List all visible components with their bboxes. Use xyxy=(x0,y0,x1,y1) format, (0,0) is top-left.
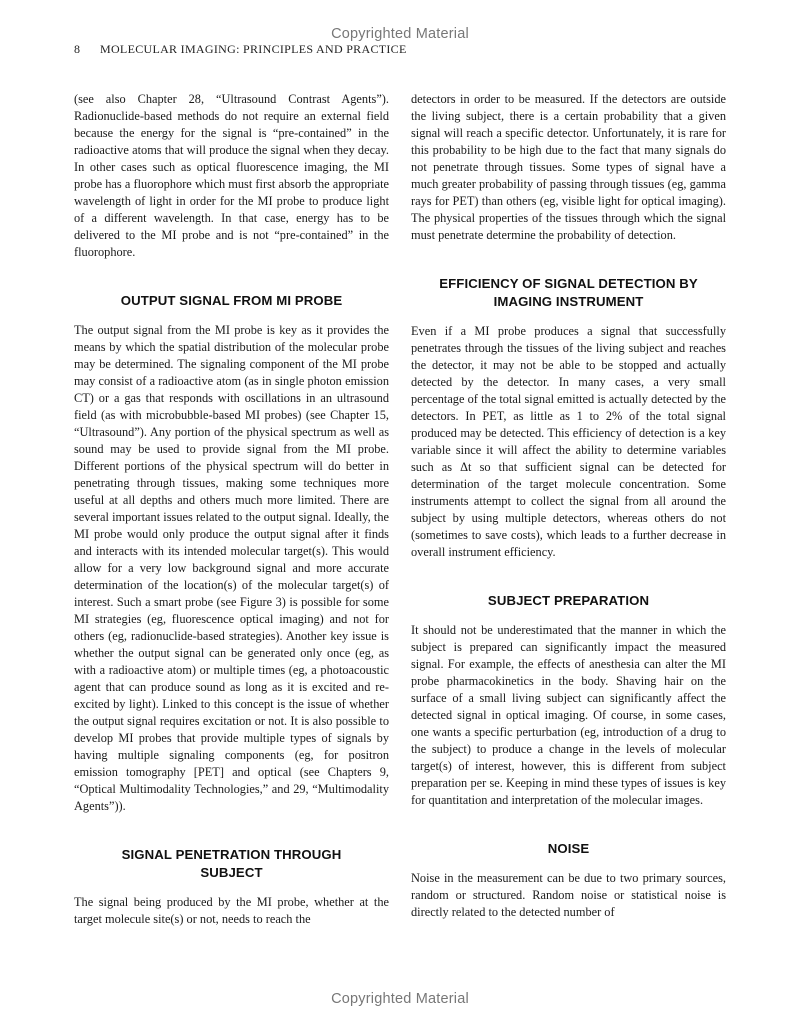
copyright-watermark-top: Copyrighted Material xyxy=(331,26,469,42)
section-heading-output-signal: OUTPUT SIGNAL FROM MI PROBE xyxy=(120,293,343,308)
section-heading-noise: NOISE xyxy=(547,841,590,856)
running-head xyxy=(74,42,407,57)
intro-paragraph: (see also Chapter 28, “Ultrasound Contrast Agents”). Radionuclide-based methods do not require an external field because the energy for the signal is “pre-contained” in the radioactive atoms that will produce the signal when they decay. In other cases such as optical fluorescence imaging, the MI probe has a fluorophore which must first absorb the appropriate wavelength of light in order for the MI probe to produce light of a different wavelength. In that case, energy has to be delivered to the MI probe and is not “pre-contained” in the fluorophore. xyxy=(74,92,389,259)
signal-penetration-paragraph: The signal being produced by the MI probe, whether at the target molecule site(s) or not, needs to reach the xyxy=(74,895,389,926)
section-heading-signal-penetration xyxy=(74,846,389,882)
book-title: MOLECULAR IMAGING: PRINCIPLES AND PRACTICE xyxy=(100,42,407,56)
right-column xyxy=(411,91,726,921)
heading-line-2: IMAGING INSTRUMENT xyxy=(493,294,644,309)
section-heading-detection-efficiency xyxy=(411,275,726,311)
subject-preparation-paragraph: It should not be underestimated that the manner in which the subject is prepared can significantly impact the measured signal. For example, the effects of anesthesia can alter the MI probe pharmacokinetics in the body. Shaving hair on the surface of a small living subject can significantly affect the detected signal in optical imaging. Of course, in some cases, one wants a specific perturbation (eg, introduction of a drug to the subject) to produce a change in the levels of molecular target(s) of interest, however, this is different from subject preparation per se. Keeping in mind these types of issues is key for quantitation and interpretation of the molecular images. xyxy=(411,623,726,807)
output-signal-paragraph: The output signal from the MI probe is key as it provides the means by which the spatial distribution of the molecular probe may be determined. The signaling component of the MI probe may consist of a radioactive atom (as in single photon emission CT) or a gas that responds with oscillations in an ultrasound field (as with microbubble-based MI probes) (see Chapter 15, “Ultrasound”). Any portion of the physical spectrum as well as sound may be used to provide signal from the MI probe. Different portions of the physical spectrum will do better in penetrating through tissues, making some techniques more useful at all depths and others much more limited. There are several important issues related to the output signal. Ideally, the MI probe would only produce the output signal after it finds and interacts with its intended molecular target(s). This would allow for a very low background signal and more accurate determination of the location(s) of the molecular target(s) of interest. Such a smart probe (see Figure 3) is possible for some MI strategies (eg, fluorescence optical imaging) and not for others (eg, radionuclide-based strategies). Another key issue is whether the output signal can be generated only once (eg, as with a radioactive atom) or multiple times (eg, a photoacoustic agent that can produce sound as long as it is excited and re-excited by light). Linked to this concept is the issue of whether the output signal requires excitation or not. It is also possible to develop MI probes that provide multiple types of signals by having multiple signaling components (eg, for positron emission tomography [PET] and optical (see Chapters 9, “Optical Multimodality Technologies,” and 29, “Multimodality Agents”)). xyxy=(74,323,389,813)
section-heading-subject-preparation: SUBJECT PREPARATION xyxy=(487,593,650,608)
heading-line-2: SUBJECT xyxy=(200,865,263,880)
heading-line-1: EFFICIENCY OF SIGNAL DETECTION BY xyxy=(439,276,698,291)
continued-paragraph: detectors in order to be measured. If the detectors are outside the living subject, there is a certain probability that a given signal will reach a specific detector. Unfortunately, it is rare for this probability to be high due to the fact that many signals do not penetrate through tissues. Some types of signal have a much greater probability of passing through tissues (eg, gamma rays for PET) than others (eg, visible light for optical imaging). The physical properties of the tissues through which the signal must penetrate determine the probability of detection. xyxy=(411,92,726,242)
heading-line-1: SIGNAL PENETRATION THROUGH xyxy=(121,847,342,862)
noise-paragraph: Noise in the measurement can be due to two primary sources, random or structured. Random noise or statistical noise is directly related to the detected number of xyxy=(411,871,726,919)
page-number: 8 xyxy=(74,42,81,56)
left-column xyxy=(74,91,389,928)
detection-efficiency-paragraph: Even if a MI probe produces a signal that successfully penetrates through the tissues of the living subject and reaches the detector, it may not be able to be stopped and actually detected by the detector. In many cases, a very small percentage of the total signal emitted is actually detected by the detectors. In PET, as little as 1 to 2% of the total signal produced may be detected. This efficiency of detection is a key variable since it will affect the ability to determine variables such as Δt so that sufficient signal can be detected for determination of the target molecule concentration. Some instruments attempt to collect the signal from all around the subject by using multiple detectors, whereas others do not (sometimes to save costs), which leads to a further decrease in overall instrument efficiency. xyxy=(411,324,726,559)
copyright-watermark-bottom: Copyrighted Material xyxy=(331,991,469,1007)
